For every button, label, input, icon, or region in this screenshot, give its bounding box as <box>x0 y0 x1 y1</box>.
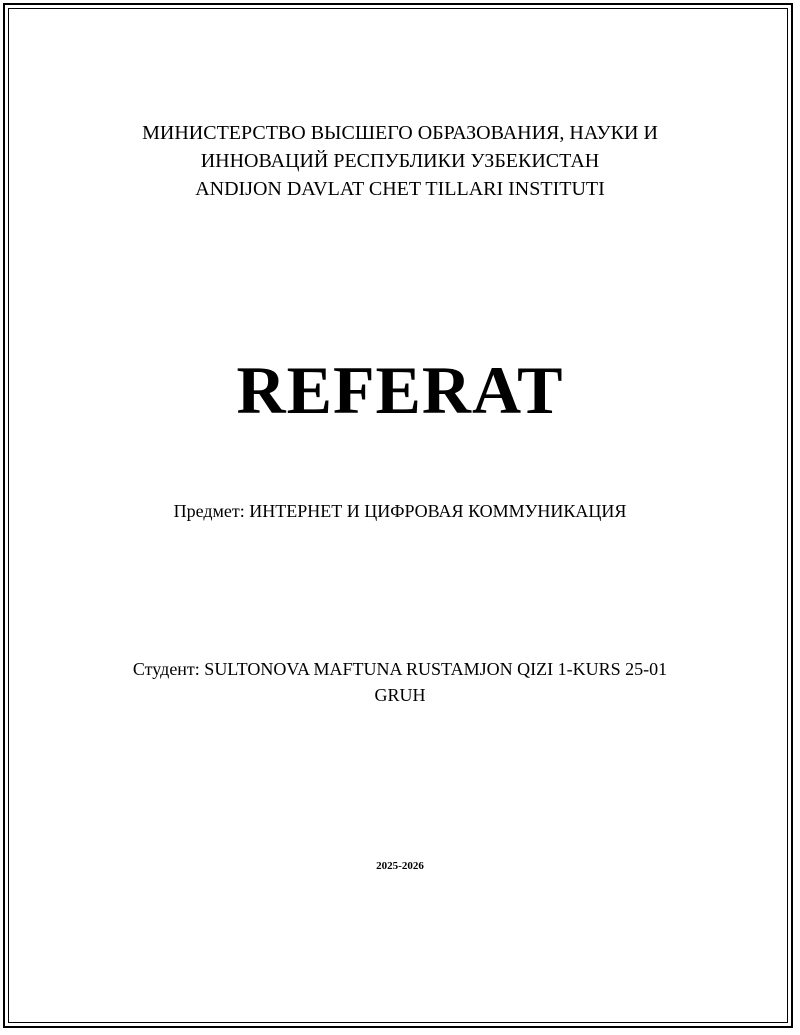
student-info <box>0 656 800 708</box>
student-line-name: Студент: SULTONOVA MAFTUNA RUSTAMJON QIZI 1-KURS 25-01 <box>132 659 668 679</box>
student-line-group: GRUH <box>374 685 426 705</box>
document-title: REFERAT <box>236 352 564 428</box>
header-line-ministry: МИНИСТЕРСТВО ВЫСШЕГО ОБРАЗОВАНИЯ, НАУКИ И <box>142 122 658 144</box>
institution-header <box>0 119 800 203</box>
header-line-republic: ИННОВАЦИЙ РЕСПУБЛИКИ УЗБЕКИСТАН <box>200 150 600 172</box>
subject-line: Предмет: ИНТЕРНЕТ И ЦИФРОВАЯ КОММУНИКАЦИЯ <box>173 501 627 521</box>
header-line-institute: ANDIJON DAVLAT CHET TILLARI INSTITUTI <box>195 178 605 200</box>
academic-year: 2025-2026 <box>376 860 424 872</box>
